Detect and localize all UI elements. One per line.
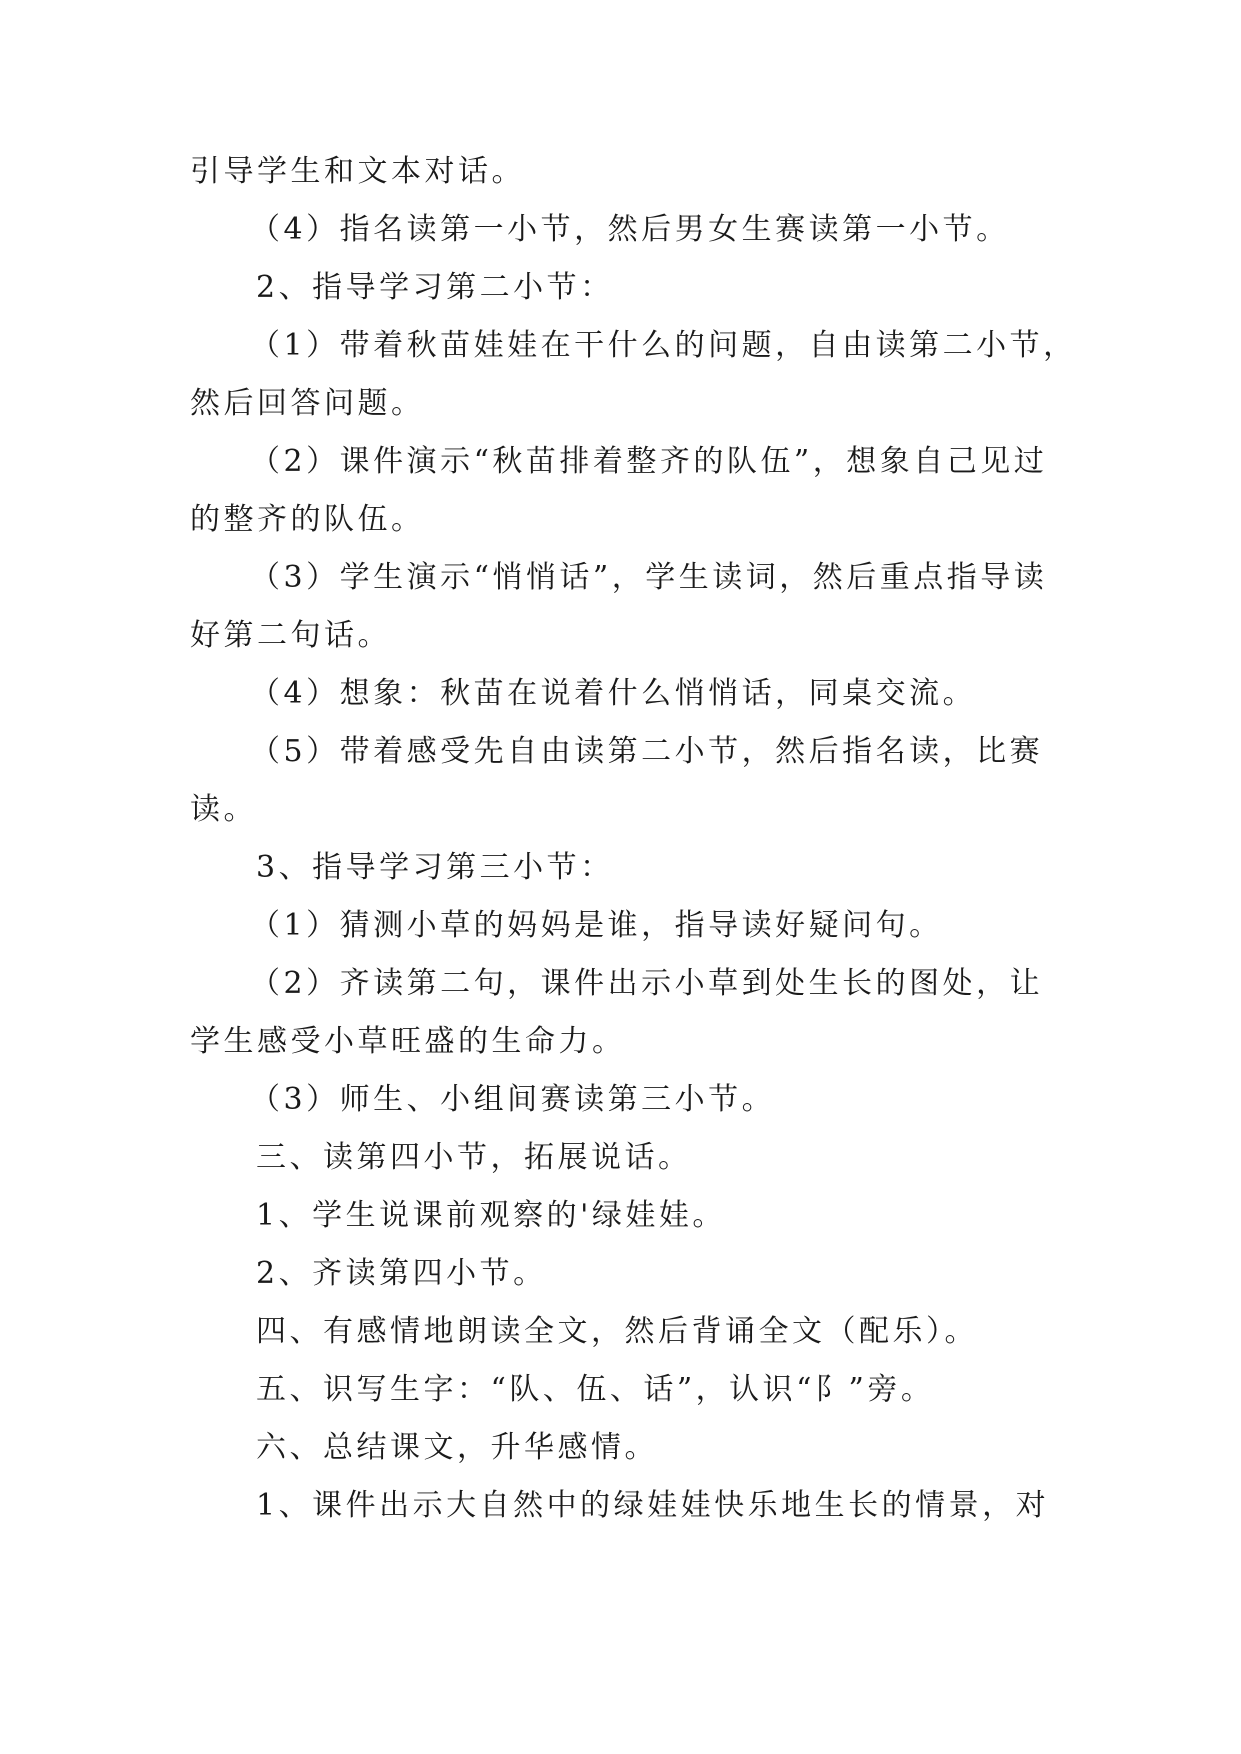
text-line: 2、齐读第四小节。 (256, 1256, 547, 1291)
text-line: 读。 (190, 792, 257, 827)
text-line: （4）指名读第一小节，然后男女生赛读第一小节。 (250, 212, 1010, 247)
text-line: 三、读第四小节，拓展说话。 (256, 1140, 692, 1175)
text-line: 好第二句话。 (190, 618, 391, 653)
text-line: （4）想象：秋苗在说着什么悄悄话，同桌交流。 (250, 676, 977, 711)
text-line: 的整齐的队伍。 (190, 502, 425, 537)
text-line: 五、识写生字：“队、伍、话”，认识“阝”旁。 (256, 1372, 935, 1407)
text-line: 1、课件出示大自然中的绿娃娃快乐地生长的情景，对 (256, 1488, 1050, 1523)
text-line: 3、指导学习第三小节： (256, 850, 614, 885)
text-line: 学生感受小草旺盛的生命力。 (190, 1024, 626, 1059)
text-line: 四、有感情地朗读全文，然后背诵全文（配乐）。 (256, 1314, 978, 1349)
text-line: （1）带着秋苗娃娃在干什么的问题，自由读第二小节， (250, 328, 1077, 363)
text-line: 然后回答问题。 (190, 386, 425, 421)
text-line: （3）师生、小组间赛读第三小节。 (250, 1082, 776, 1117)
text-line: （5）带着感受先自由读第二小节，然后指名读，比赛 (250, 734, 1044, 769)
text-line: （3）学生演示“悄悄话”，学生读词，然后重点指导读 (250, 560, 1048, 595)
text-line: 2、指导学习第二小节： (256, 270, 614, 305)
text-line: 引导学生和文本对话。 (190, 154, 525, 189)
text-line: （1）猜测小草的妈妈是谁，指导读好疑问句。 (250, 908, 943, 943)
text-line: （2）课件演示“秋苗排着整齐的队伍”，想象自己见过 (250, 444, 1048, 479)
text-line: （2）齐读第二句，课件出示小草到处生长的图处，让 (250, 966, 1044, 1001)
text-line: 六、总结课文，升华感情。 (256, 1430, 658, 1465)
text-line: 1、学生说课前观察的'绿娃娃。 (256, 1198, 726, 1233)
